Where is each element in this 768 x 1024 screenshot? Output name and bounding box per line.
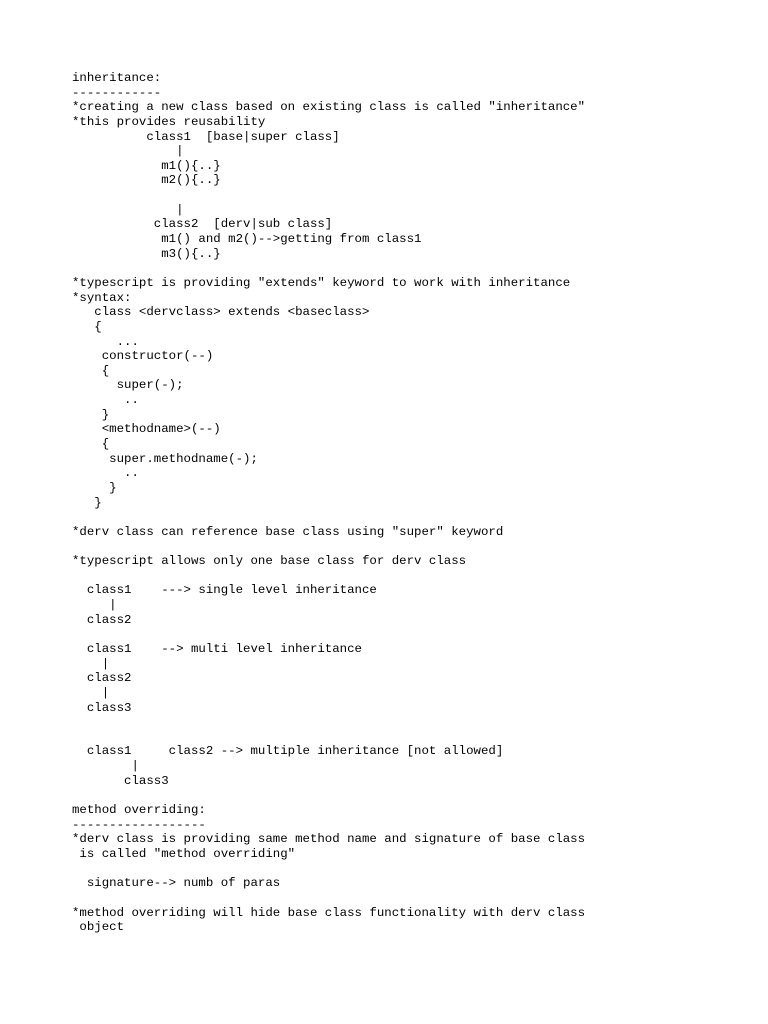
diagram-line: class1 --> multi level inheritance [72,641,362,656]
heading-underline: ------------------ [72,817,206,832]
blank-line [72,188,752,203]
diagram-line: | [72,656,110,671]
diagram-line: class2 [derv|sub class] [72,217,333,232]
text-line: object [72,920,125,935]
diagram-line: class2 [72,612,132,627]
diagram-line: | [72,685,110,700]
blank-line [72,261,752,276]
code-line: .. [72,393,139,408]
heading-method-overriding: method overriding: [72,803,206,818]
code-line: super(-); [72,378,184,393]
blank-line [72,715,752,730]
blank-line [72,627,752,642]
code-line: { [72,363,110,378]
diagram-line: class3 [72,773,169,788]
blank-line [72,788,752,803]
heading-underline: ------------ [72,85,162,100]
code-line: super.methodname(-); [72,451,258,466]
diagram-line: class1 [base|super class] [72,129,340,144]
blank-line [72,540,752,555]
text-line: is called "method overriding" [72,846,296,861]
code-line: { [72,437,110,452]
text-line: *creating a new class based on existing class is called "inheritance" [72,100,586,115]
code-line: ... [72,334,139,349]
text-line: signature--> numb of paras [72,876,281,891]
code-line: <methodname>(--) [72,422,221,437]
code-line: { [72,319,102,334]
diagram-line: class2 [72,671,132,686]
text-line: *this provides reusability [72,114,266,129]
code-line: class <dervclass> extends <baseclass> [72,305,370,320]
diagram-line: m3(){..} [72,246,221,261]
blank-line [72,569,752,584]
text-line: *derv class can reference base class using "super" keyword [72,524,504,539]
diagram-line: m1() and m2()-->getting from class1 [72,232,422,247]
diagram-line: | [72,759,139,774]
blank-line [72,891,752,906]
code-line: .. [72,466,139,481]
code-line: constructor(--) [72,349,214,364]
diagram-line: class3 [72,700,132,715]
diagram-line: m2(){..} [72,173,221,188]
text-line: *method overriding will hide base class functionality with derv class [72,905,586,920]
diagram-line: class1 ---> single level inheritance [72,583,377,598]
text-line: *syntax: [72,290,132,305]
blank-line [72,510,752,525]
code-line: } [72,407,110,422]
diagram-line: m1(){..} [72,158,221,173]
diagram-line: | [72,202,184,217]
heading-inheritance: inheritance: [72,71,162,85]
text-line: *typescript is providing "extends" keyword to work with inheritance [72,275,571,290]
blank-line [72,730,752,745]
diagram-line: | [72,598,117,613]
diagram-line: | [72,144,184,159]
text-line: *typescript allows only one base class for derv class [72,554,467,569]
text-line: *derv class is providing same method name and signature of base class [72,832,586,847]
code-line: } [72,495,102,510]
blank-line [72,862,752,877]
diagram-line: class1 class2 --> multiple inheritance [not allowed] [72,744,504,759]
code-line: } [72,480,117,495]
document-page [72,71,752,935]
